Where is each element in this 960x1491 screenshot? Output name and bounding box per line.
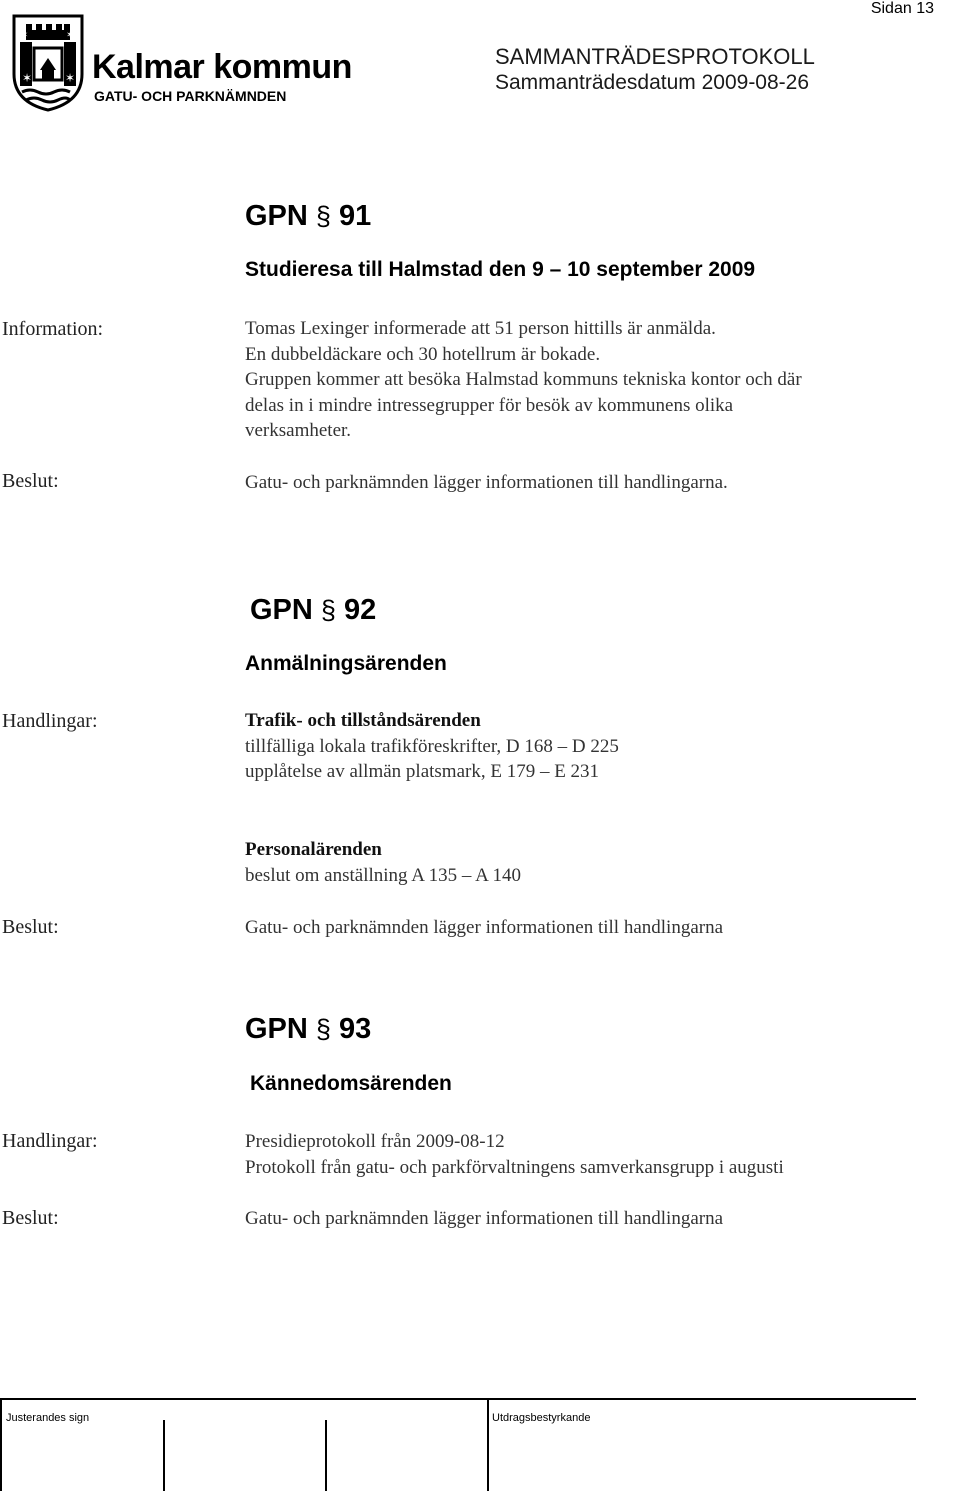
- section-sign: §: [320, 595, 336, 625]
- section-title-gpn92: Anmälningsärenden: [245, 652, 447, 675]
- utdragsbestyrkande-label: Utdragsbestyrkande: [492, 1412, 591, 1424]
- page-number: Sidan 13: [870, 0, 934, 17]
- handling-line: upplåtelse av allmän platsmark, E 179 – E 231: [245, 761, 600, 782]
- group-title: Personalärenden: [245, 839, 382, 860]
- handlingar-text: [245, 1129, 784, 1180]
- info-line: En dubbeldäckare och 30 hotellrum är bokade.: [245, 343, 601, 365]
- justerandes-sign-label: Justerandes sign: [6, 1412, 90, 1424]
- document-type: SAMMANTRÄDESPROTOKOLL: [495, 44, 815, 69]
- beslut-text: Gatu- och parknämnden lägger informationen till handlingarna.: [245, 472, 728, 493]
- handlingar-label: Handlingar:: [2, 1130, 98, 1152]
- handling-line: Protokoll från gatu- och parkförvaltningens samverkansgrupp i augusti: [245, 1156, 784, 1178]
- heading-prefix: GPN: [245, 200, 308, 232]
- meeting-date: Sammanträdesdatum 2009-08-26: [495, 71, 810, 94]
- beslut-text: Gatu- och parknämnden lägger informationen till handlingarna: [245, 1208, 724, 1229]
- information-label: Information:: [2, 318, 104, 340]
- footer-top-rule: [0, 1398, 916, 1400]
- beslut-label: Beslut:: [2, 916, 59, 938]
- handling-line: tillfälliga lokala trafikföreskrifter, D 168 – D 225: [245, 735, 619, 757]
- section-number: 93: [339, 1013, 372, 1045]
- footer-divider: [325, 1420, 327, 1491]
- svg-text:✶: ✶: [65, 71, 76, 85]
- footer-divider: [0, 1400, 2, 1491]
- info-line: verksamheter.: [245, 420, 352, 441]
- handling-line: beslut om anställning A 135 – A 140: [245, 864, 522, 886]
- document-header: [495, 44, 815, 96]
- brand-name: Kalmar kommun: [92, 48, 352, 86]
- group-title: Trafik- och tillståndsärenden: [245, 710, 481, 731]
- brand-sub: GATU- OCH PARKNÄMNDEN: [94, 88, 287, 104]
- section-heading-gpn92: [250, 594, 376, 627]
- handlingar-text: [245, 708, 619, 785]
- info-line: Tomas Lexinger informerade att 51 person hittills är anmälda.: [245, 318, 716, 339]
- section-sign: §: [315, 1014, 331, 1044]
- beslut-label: Beslut:: [2, 470, 59, 492]
- heading-prefix: GPN: [245, 1013, 308, 1045]
- section-heading-gpn93: [245, 1013, 371, 1046]
- info-line: Gruppen kommer att besöka Halmstad kommuns tekniska kontor och där: [245, 369, 802, 390]
- info-line: delas in i mindre intressegrupper för besök av kommunens olika: [245, 394, 734, 416]
- handling-line: Presidieprotokoll från 2009-08-12: [245, 1131, 505, 1152]
- heading-prefix: GPN: [250, 594, 313, 626]
- section-sign: §: [315, 201, 331, 231]
- handlingar-label: Handlingar:: [2, 710, 98, 732]
- section-title-gpn91: Studieresa till Halmstad den 9 – 10 september 2009: [245, 258, 756, 281]
- svg-text:✶: ✶: [20, 30, 29, 41]
- section-number: 92: [344, 594, 377, 626]
- footer-divider: [163, 1420, 165, 1491]
- kalmar-logo: [8, 12, 352, 112]
- footer-divider: [487, 1400, 489, 1491]
- personal-group: [245, 837, 521, 888]
- section-heading-gpn91: [245, 200, 371, 233]
- section-title-gpn93: Kännedomsärenden: [250, 1072, 452, 1095]
- beslut-label: Beslut:: [2, 1207, 59, 1229]
- section-number: 91: [339, 200, 372, 232]
- beslut-text: Gatu- och parknämnden lägger informationen till handlingarna: [245, 917, 724, 938]
- information-text: [245, 316, 802, 444]
- svg-text:✶: ✶: [66, 30, 75, 41]
- svg-text:✶: ✶: [22, 71, 33, 85]
